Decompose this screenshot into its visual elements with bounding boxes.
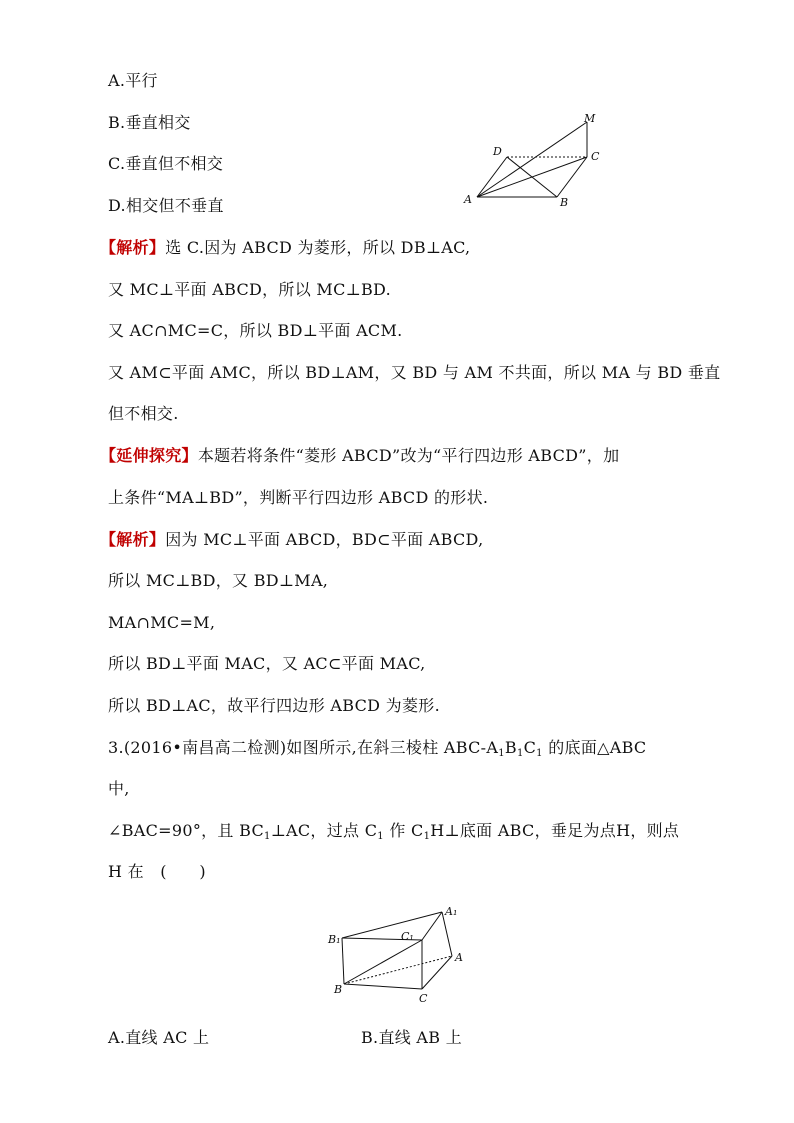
q3-option-b: B.直线 AB 上 bbox=[361, 1028, 463, 1047]
solution1-tag: 【解析】 bbox=[100, 238, 166, 257]
label-a1: A₁ bbox=[445, 905, 458, 918]
edge-b1-a1 bbox=[342, 912, 442, 938]
solution1-line2: 又 MC⊥平面 ABCD，所以 MC⊥BD. bbox=[108, 280, 391, 299]
label-b: B bbox=[560, 196, 569, 209]
diag-db bbox=[507, 157, 557, 197]
label-d: D bbox=[493, 145, 502, 158]
extension-line1: 【延伸探究】本题若将条件“菱形 ABCD”改为“平行四边形 ABCD”，加 bbox=[100, 446, 620, 465]
label-c: C bbox=[419, 992, 428, 1005]
edge-b-a bbox=[344, 956, 452, 984]
solution2-line2: 所以 MC⊥BD，又 BD⊥MA, bbox=[108, 571, 329, 590]
solution2-line4: 所以 BD⊥平面 MAC，又 AC⊂平面 MAC, bbox=[108, 654, 426, 673]
label-b: B bbox=[334, 983, 343, 996]
solution2-tag: 【解析】 bbox=[100, 530, 166, 549]
edge-bc bbox=[557, 157, 587, 197]
solution1-line1: 【解析】选 C.因为 ABCD 为菱形，所以 DB⊥AC, bbox=[100, 238, 471, 257]
figure-oblique-prism bbox=[322, 900, 472, 1010]
question3-line2: 中, bbox=[108, 779, 130, 798]
q3-option-a: A.直线 AC 上 bbox=[108, 1028, 210, 1047]
edge-a-a1 bbox=[442, 912, 452, 956]
solution2-line3: MA∩MC=M, bbox=[108, 613, 216, 632]
question3-line1: 3.(2016•南昌高二检测)如图所示,在斜三棱柱 ABC-$A_1B_1C_1$ 的底面△ABC bbox=[108, 738, 647, 759]
edge-b-b1 bbox=[342, 938, 344, 984]
label-a: A bbox=[455, 951, 463, 964]
edge-b-c bbox=[344, 984, 422, 989]
edge-am bbox=[477, 122, 587, 197]
edge-b-c1 bbox=[344, 940, 422, 984]
option-a: A.平行 bbox=[108, 71, 158, 90]
label-a: A bbox=[464, 193, 472, 206]
label-m: M bbox=[584, 112, 596, 125]
edge-da bbox=[477, 157, 507, 197]
label-c: C bbox=[591, 150, 600, 163]
solution2-line1: 【解析】因为 MC⊥平面 ABCD，BD⊂平面 ABCD, bbox=[100, 530, 484, 549]
figure-rhombus-abcd bbox=[460, 110, 610, 210]
extension-tag: 【延伸探究】 bbox=[100, 446, 198, 465]
solution2-line5: 所以 BD⊥AC，故平行四边形 ABCD 为菱形. bbox=[108, 696, 440, 715]
question3-line3: ∠BAC=90°，且 $BC_1\perp AC$，过点 $C_1$ 作 $C_1H\perp$底面 ABC，垂足为点H，则点 bbox=[108, 821, 680, 842]
solution1-line3: 又 AC∩MC=C，所以 BD⊥平面 ACM. bbox=[108, 321, 403, 340]
option-d: D.相交但不垂直 bbox=[108, 196, 224, 215]
label-c1: C₁ bbox=[401, 930, 414, 943]
option-b: B.垂直相交 bbox=[108, 113, 191, 132]
question3-line4: H 在 ( ) bbox=[108, 862, 206, 881]
label-b1: B₁ bbox=[328, 933, 341, 946]
solution1-line5: 但不相交. bbox=[108, 404, 179, 423]
extension-line2: 上条件“MA⊥BD”，判断平行四边形 ABCD 的形状. bbox=[108, 488, 489, 507]
option-c: C.垂直但不相交 bbox=[108, 154, 224, 173]
solution1-line4: 又 AM⊂平面 AMC，所以 BD⊥AM，又 BD 与 AM 不共面，所以 MA 与 BD 垂直 bbox=[108, 363, 721, 382]
edge-c-a bbox=[422, 956, 452, 989]
